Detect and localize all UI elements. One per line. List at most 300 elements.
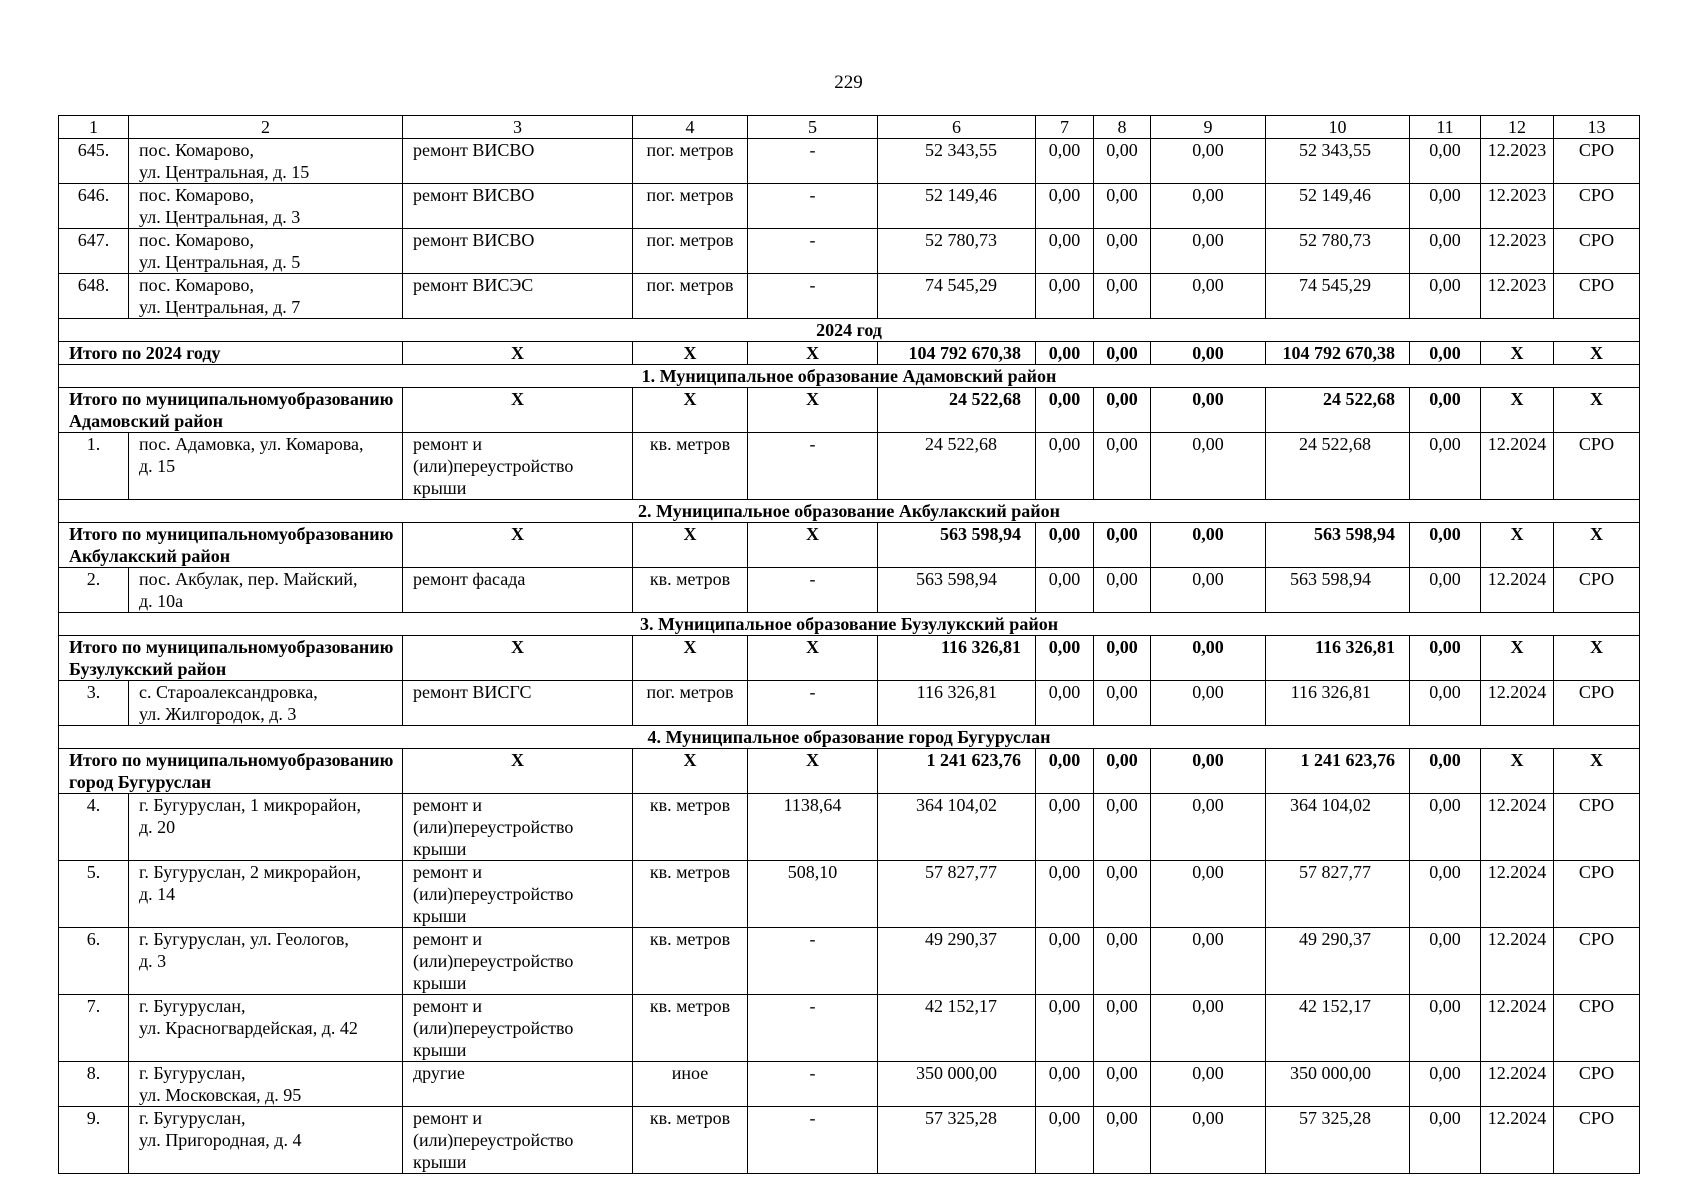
work-type-line-2: переустройство крыши xyxy=(413,1130,574,1172)
cell-row-number: 3. xyxy=(59,681,129,726)
cell-row-number: 1. xyxy=(59,433,129,500)
address-line-1: пос. Акбулак, пер. Майский, xyxy=(139,569,358,589)
cell-col-10: 1 241 623,76 xyxy=(1266,749,1410,794)
work-type-line-1: ремонт ВИСЭС xyxy=(413,275,534,295)
subtotal-label xyxy=(59,342,403,365)
cell-col-11: 0,00 xyxy=(1410,861,1481,928)
cell-work-type xyxy=(403,861,633,928)
cell-col-9: 0,00 xyxy=(1151,794,1266,861)
cell-row-number: 9. xyxy=(59,1107,129,1174)
cell-col-7: 0,00 xyxy=(1036,523,1094,568)
cell-col-7: 0,00 xyxy=(1036,681,1094,726)
cell-col-12: 12.2024 xyxy=(1481,433,1554,500)
table-row xyxy=(59,794,1640,861)
work-type-line-1: ремонт ВИСВО xyxy=(413,230,535,250)
cell-work-type xyxy=(403,681,633,726)
cell-quantity: - xyxy=(748,433,878,500)
cell-col-8: 0,00 xyxy=(1094,995,1151,1062)
cell-col-9: 0,00 xyxy=(1151,388,1266,433)
cell-quantity: 1138,64 xyxy=(748,794,878,861)
cell-total-cost: 24 522,68 xyxy=(878,433,1036,500)
subtotal-label-line-1: Итого по муниципальному xyxy=(69,750,288,770)
cell-col-9: 0,00 xyxy=(1151,523,1266,568)
address-line-2: д. 14 xyxy=(139,884,176,904)
cell-col-7: 0,00 xyxy=(1036,928,1094,995)
cell-col-8: 0,00 xyxy=(1094,184,1151,229)
table-row xyxy=(59,681,1640,726)
subtotal-label xyxy=(59,523,403,568)
subtotal-row xyxy=(59,342,1640,365)
column-header-13: 13 xyxy=(1554,116,1640,139)
cell-quantity: - xyxy=(748,184,878,229)
cell-col-10: 52 780,73 xyxy=(1266,229,1410,274)
cell-col-13: СРО xyxy=(1554,274,1640,319)
cell-col-13: X xyxy=(1554,388,1640,433)
cell-row-number: 7. xyxy=(59,995,129,1062)
cell-col-11: 0,00 xyxy=(1410,794,1481,861)
cell-unit: пог. метров xyxy=(633,139,748,184)
column-header-5: 5 xyxy=(748,116,878,139)
cell-work-type xyxy=(403,568,633,613)
cell-col-11: 0,00 xyxy=(1410,523,1481,568)
cell-address xyxy=(129,433,403,500)
cell-col-8: 0,00 xyxy=(1094,342,1151,365)
cell-total-cost: 24 522,68 xyxy=(878,388,1036,433)
cell-col-7: 0,00 xyxy=(1036,139,1094,184)
cell-quantity: - xyxy=(748,139,878,184)
cell-col-12: 12.2024 xyxy=(1481,794,1554,861)
cell-col-8: 0,00 xyxy=(1094,749,1151,794)
subtotal-label xyxy=(59,636,403,681)
cell-unit: кв. метров xyxy=(633,861,748,928)
column-header-3: 3 xyxy=(403,116,633,139)
cell-row-number: 2. xyxy=(59,568,129,613)
section-title: 3. Муниципальное образование Бузулукский район xyxy=(59,613,1640,636)
cell-col-10: 563 598,94 xyxy=(1266,568,1410,613)
cell-quantity: 508,10 xyxy=(748,861,878,928)
section-heading-row xyxy=(59,319,1640,342)
column-header-10: 10 xyxy=(1266,116,1410,139)
address-line-1: пос. Комарово, xyxy=(139,140,254,160)
work-type-line-2: переустройство крыши xyxy=(413,456,574,498)
cell-col-11: 0,00 xyxy=(1410,229,1481,274)
cell-col-9: 0,00 xyxy=(1151,636,1266,681)
cell-quantity: - xyxy=(748,229,878,274)
address-line-2: д. 3 xyxy=(139,951,167,971)
cell-col-11: 0,00 xyxy=(1410,342,1481,365)
cell-col-11: 0,00 xyxy=(1410,749,1481,794)
cell-col-11: 0,00 xyxy=(1410,1062,1481,1107)
cell-col-5: X xyxy=(748,388,878,433)
cell-col-7: 0,00 xyxy=(1036,388,1094,433)
section-heading-row xyxy=(59,613,1640,636)
work-type-line-1: ремонт и (или) xyxy=(413,1108,483,1150)
cell-col-8: 0,00 xyxy=(1094,139,1151,184)
subtotal-row xyxy=(59,523,1640,568)
cell-col-10: 116 326,81 xyxy=(1266,636,1410,681)
cell-col-12: X xyxy=(1481,636,1554,681)
cell-quantity: - xyxy=(748,681,878,726)
cell-col-11: 0,00 xyxy=(1410,184,1481,229)
cell-col-7: 0,00 xyxy=(1036,749,1094,794)
cell-total-cost: 104 792 670,38 xyxy=(878,342,1036,365)
cell-col-8: 0,00 xyxy=(1094,274,1151,319)
cell-col-7: 0,00 xyxy=(1036,1107,1094,1174)
address-line-1: пос. Адамовка, ул. Комарова, xyxy=(139,434,364,454)
address-line-2: ул. Центральная, д. 15 xyxy=(139,162,310,182)
work-type-line-2: переустройство крыши xyxy=(413,817,574,859)
cell-col-3: X xyxy=(403,388,633,433)
cell-col-9: 0,00 xyxy=(1151,139,1266,184)
address-line-1: пос. Комарово, xyxy=(139,230,254,250)
cell-col-5: X xyxy=(748,523,878,568)
cell-total-cost: 57 827,77 xyxy=(878,861,1036,928)
table-row xyxy=(59,229,1640,274)
cell-col-11: 0,00 xyxy=(1410,928,1481,995)
cell-address xyxy=(129,861,403,928)
cell-work-type xyxy=(403,794,633,861)
subtotal-label-line-1: Итого по муниципальному xyxy=(69,524,288,544)
column-header-6: 6 xyxy=(878,116,1036,139)
section-heading-row xyxy=(59,365,1640,388)
section-heading-row xyxy=(59,500,1640,523)
cell-col-13: СРО xyxy=(1554,1107,1640,1174)
cell-unit: кв. метров xyxy=(633,1107,748,1174)
work-type-line-1: ремонт и (или) xyxy=(413,862,483,904)
cell-col-11: 0,00 xyxy=(1410,433,1481,500)
column-header-7: 7 xyxy=(1036,116,1094,139)
cell-address xyxy=(129,184,403,229)
cell-col-7: 0,00 xyxy=(1036,229,1094,274)
cell-col-5: X xyxy=(748,749,878,794)
cell-address xyxy=(129,568,403,613)
cell-col-9: 0,00 xyxy=(1151,568,1266,613)
cell-col-11: 0,00 xyxy=(1410,636,1481,681)
cell-col-13: X xyxy=(1554,636,1640,681)
section-title: 2024 год xyxy=(59,319,1640,342)
cell-col-7: 0,00 xyxy=(1036,995,1094,1062)
address-line-2: ул. Центральная, д. 7 xyxy=(139,297,301,317)
subtotal-row xyxy=(59,388,1640,433)
cell-row-number: 8. xyxy=(59,1062,129,1107)
cell-col-12: 12.2024 xyxy=(1481,861,1554,928)
table-row xyxy=(59,928,1640,995)
cell-col-10: 57 325,28 xyxy=(1266,1107,1410,1174)
cell-total-cost: 116 326,81 xyxy=(878,636,1036,681)
cell-col-10: 74 545,29 xyxy=(1266,274,1410,319)
address-line-1: пос. Комарово, xyxy=(139,275,254,295)
cell-quantity: - xyxy=(748,568,878,613)
cell-col-10: 24 522,68 xyxy=(1266,388,1410,433)
cell-total-cost: 49 290,37 xyxy=(878,928,1036,995)
address-line-2: ул. Московская, д. 95 xyxy=(139,1085,302,1105)
cell-row-number: 4. xyxy=(59,794,129,861)
capital-repair-table xyxy=(58,115,1640,1174)
address-line-1: г. Бугуруслан, xyxy=(139,1063,246,1083)
cell-unit: кв. метров xyxy=(633,995,748,1062)
cell-col-13: X xyxy=(1554,523,1640,568)
cell-total-cost: 52 343,55 xyxy=(878,139,1036,184)
column-header-12: 12 xyxy=(1481,116,1554,139)
column-header-4: 4 xyxy=(633,116,748,139)
cell-col-7: 0,00 xyxy=(1036,861,1094,928)
cell-col-9: 0,00 xyxy=(1151,184,1266,229)
address-line-2: д. 20 xyxy=(139,817,176,837)
cell-unit: иное xyxy=(633,1062,748,1107)
section-heading-row xyxy=(59,726,1640,749)
work-type-line-1: ремонт и (или) xyxy=(413,996,483,1038)
address-line-1: г. Бугуруслан, 1 микрорайон, xyxy=(139,795,362,815)
cell-col-9: 0,00 xyxy=(1151,1107,1266,1174)
cell-col-8: 0,00 xyxy=(1094,433,1151,500)
cell-col-4: X xyxy=(633,523,748,568)
cell-col-7: 0,00 xyxy=(1036,794,1094,861)
cell-total-cost: 364 104,02 xyxy=(878,794,1036,861)
cell-address xyxy=(129,229,403,274)
cell-row-number: 6. xyxy=(59,928,129,995)
cell-col-7: 0,00 xyxy=(1036,342,1094,365)
cell-col-13: X xyxy=(1554,342,1640,365)
cell-col-12: 12.2024 xyxy=(1481,928,1554,995)
cell-col-13: СРО xyxy=(1554,229,1640,274)
cell-col-11: 0,00 xyxy=(1410,388,1481,433)
cell-col-10: 52 343,55 xyxy=(1266,139,1410,184)
section-title: 4. Муниципальное образование город Бугуруслан xyxy=(59,726,1640,749)
cell-col-11: 0,00 xyxy=(1410,681,1481,726)
cell-unit: пог. метров xyxy=(633,229,748,274)
work-type-line-1: ремонт и (или) xyxy=(413,795,483,837)
cell-col-13: СРО xyxy=(1554,928,1640,995)
address-line-1: пос. Комарово, xyxy=(139,185,254,205)
cell-col-9: 0,00 xyxy=(1151,342,1266,365)
cell-address xyxy=(129,139,403,184)
cell-col-3: X xyxy=(403,749,633,794)
subtotal-label-line-1: Итого по 2024 году xyxy=(69,343,221,363)
cell-unit: кв. метров xyxy=(633,433,748,500)
cell-work-type xyxy=(403,184,633,229)
cell-col-13: СРО xyxy=(1554,794,1640,861)
cell-work-type xyxy=(403,995,633,1062)
cell-row-number: 646. xyxy=(59,184,129,229)
cell-unit: кв. метров xyxy=(633,928,748,995)
column-header-1: 1 xyxy=(59,116,129,139)
cell-work-type xyxy=(403,433,633,500)
cell-col-8: 0,00 xyxy=(1094,229,1151,274)
cell-total-cost: 57 325,28 xyxy=(878,1107,1036,1174)
cell-col-12: 12.2024 xyxy=(1481,568,1554,613)
cell-col-9: 0,00 xyxy=(1151,433,1266,500)
column-header-2: 2 xyxy=(129,116,403,139)
address-line-1: г. Бугуруслан, xyxy=(139,1108,246,1128)
cell-total-cost: 116 326,81 xyxy=(878,681,1036,726)
work-type-line-1: ремонт ВИСВО xyxy=(413,185,535,205)
work-type-line-1: ремонт и (или) xyxy=(413,434,483,476)
cell-col-12: 12.2023 xyxy=(1481,139,1554,184)
cell-col-3: X xyxy=(403,636,633,681)
cell-col-12: 12.2023 xyxy=(1481,229,1554,274)
cell-total-cost: 52 149,46 xyxy=(878,184,1036,229)
cell-col-12: 12.2023 xyxy=(1481,184,1554,229)
cell-quantity: - xyxy=(748,995,878,1062)
cell-work-type xyxy=(403,139,633,184)
work-type-line-2: переустройство крыши xyxy=(413,951,574,993)
cell-work-type xyxy=(403,229,633,274)
address-line-1: г. Бугуруслан, xyxy=(139,996,246,1016)
cell-col-13: СРО xyxy=(1554,1062,1640,1107)
subtotal-label-line-2: образованию город Бугуруслан xyxy=(69,750,394,792)
cell-col-4: X xyxy=(633,342,748,365)
cell-total-cost: 74 545,29 xyxy=(878,274,1036,319)
cell-quantity: - xyxy=(748,1107,878,1174)
address-line-1: с. Староалександровка, xyxy=(139,682,318,702)
cell-col-8: 0,00 xyxy=(1094,861,1151,928)
work-type-line-1: другие xyxy=(413,1063,465,1083)
cell-col-7: 0,00 xyxy=(1036,636,1094,681)
cell-col-13: СРО xyxy=(1554,681,1640,726)
cell-col-11: 0,00 xyxy=(1410,995,1481,1062)
work-type-line-1: ремонт и (или) xyxy=(413,929,483,971)
work-type-line-1: ремонт ВИСВО xyxy=(413,140,535,160)
subtotal-label-line-2: образованию Бузулукский район xyxy=(69,637,394,679)
table-row xyxy=(59,1107,1640,1174)
cell-col-13: СРО xyxy=(1554,568,1640,613)
table-row xyxy=(59,433,1640,500)
cell-work-type xyxy=(403,1062,633,1107)
cell-total-cost: 350 000,00 xyxy=(878,1062,1036,1107)
cell-row-number: 647. xyxy=(59,229,129,274)
cell-quantity: - xyxy=(748,928,878,995)
cell-col-9: 0,00 xyxy=(1151,681,1266,726)
cell-unit: кв. метров xyxy=(633,794,748,861)
cell-col-8: 0,00 xyxy=(1094,523,1151,568)
subtotal-label-line-1: Итого по муниципальному xyxy=(69,389,288,409)
cell-col-7: 0,00 xyxy=(1036,568,1094,613)
cell-col-11: 0,00 xyxy=(1410,139,1481,184)
cell-col-10: 364 104,02 xyxy=(1266,794,1410,861)
cell-col-12: X xyxy=(1481,523,1554,568)
cell-col-12: 12.2024 xyxy=(1481,1107,1554,1174)
cell-col-8: 0,00 xyxy=(1094,1062,1151,1107)
table-row xyxy=(59,861,1640,928)
cell-col-12: 12.2024 xyxy=(1481,1062,1554,1107)
cell-col-10: 116 326,81 xyxy=(1266,681,1410,726)
cell-col-9: 0,00 xyxy=(1151,928,1266,995)
cell-col-13: X xyxy=(1554,749,1640,794)
cell-col-10: 24 522,68 xyxy=(1266,433,1410,500)
table-row xyxy=(59,274,1640,319)
work-type-line-2: переустройство крыши xyxy=(413,884,574,926)
cell-col-8: 0,00 xyxy=(1094,636,1151,681)
cell-col-13: СРО xyxy=(1554,433,1640,500)
subtotal-row xyxy=(59,636,1640,681)
cell-col-8: 0,00 xyxy=(1094,681,1151,726)
address-line-2: ул. Красногвардейская, д. 42 xyxy=(139,1018,358,1038)
cell-col-5: X xyxy=(748,342,878,365)
cell-unit: кв. метров xyxy=(633,568,748,613)
table-row xyxy=(59,184,1640,229)
cell-row-number: 645. xyxy=(59,139,129,184)
cell-col-7: 0,00 xyxy=(1036,184,1094,229)
subtotal-label-line-2: образованию Акбулакский район xyxy=(69,524,394,566)
work-type-line-1: ремонт фасада xyxy=(413,569,526,589)
cell-col-4: X xyxy=(633,388,748,433)
address-line-2: ул. Центральная, д. 3 xyxy=(139,207,301,227)
cell-col-10: 49 290,37 xyxy=(1266,928,1410,995)
address-line-2: д. 15 xyxy=(139,456,176,476)
subtotal-label xyxy=(59,388,403,433)
cell-address xyxy=(129,681,403,726)
table-row xyxy=(59,1062,1640,1107)
page-number: 229 xyxy=(834,72,863,93)
section-title: 1. Муниципальное образование Адамовский район xyxy=(59,365,1640,388)
subtotal-label xyxy=(59,749,403,794)
cell-address xyxy=(129,995,403,1062)
column-header-9: 9 xyxy=(1151,116,1266,139)
cell-quantity: - xyxy=(748,1062,878,1107)
cell-col-10: 350 000,00 xyxy=(1266,1062,1410,1107)
column-header-11: 11 xyxy=(1410,116,1481,139)
cell-col-5: X xyxy=(748,636,878,681)
address-line-1: г. Бугуруслан, 2 микрорайон, xyxy=(139,862,362,882)
cell-col-7: 0,00 xyxy=(1036,433,1094,500)
address-line-2: д. 10а xyxy=(139,591,184,611)
cell-col-10: 563 598,94 xyxy=(1266,523,1410,568)
cell-col-7: 0,00 xyxy=(1036,274,1094,319)
cell-col-4: X xyxy=(633,636,748,681)
subtotal-label-line-2: образованию Адамовский район xyxy=(69,389,394,431)
cell-col-12: 12.2024 xyxy=(1481,995,1554,1062)
cell-col-9: 0,00 xyxy=(1151,274,1266,319)
cell-total-cost: 563 598,94 xyxy=(878,523,1036,568)
cell-address xyxy=(129,794,403,861)
cell-col-9: 0,00 xyxy=(1151,995,1266,1062)
cell-col-9: 0,00 xyxy=(1151,229,1266,274)
cell-col-13: СРО xyxy=(1554,995,1640,1062)
cell-col-3: X xyxy=(403,342,633,365)
cell-col-12: X xyxy=(1481,388,1554,433)
cell-col-10: 52 149,46 xyxy=(1266,184,1410,229)
cell-unit: пог. метров xyxy=(633,274,748,319)
section-title: 2. Муниципальное образование Акбулакский район xyxy=(59,500,1640,523)
cell-col-12: 12.2023 xyxy=(1481,274,1554,319)
cell-row-number: 5. xyxy=(59,861,129,928)
table-body xyxy=(59,116,1640,1174)
cell-col-13: СРО xyxy=(1554,861,1640,928)
address-line-1: г. Бугуруслан, ул. Геологов, xyxy=(139,929,349,949)
cell-col-8: 0,00 xyxy=(1094,928,1151,995)
table-row xyxy=(59,139,1640,184)
cell-work-type xyxy=(403,274,633,319)
subtotal-label-line-1: Итого по муниципальному xyxy=(69,637,288,657)
work-type-line-1: ремонт ВИСГС xyxy=(413,682,532,702)
cell-address xyxy=(129,274,403,319)
cell-col-11: 0,00 xyxy=(1410,274,1481,319)
cell-total-cost: 52 780,73 xyxy=(878,229,1036,274)
cell-col-11: 0,00 xyxy=(1410,1107,1481,1174)
work-type-line-2: переустройство крыши xyxy=(413,1018,574,1060)
cell-total-cost: 563 598,94 xyxy=(878,568,1036,613)
cell-quantity: - xyxy=(748,274,878,319)
table-row xyxy=(59,568,1640,613)
cell-unit: пог. метров xyxy=(633,184,748,229)
address-line-2: ул. Пригородная, д. 4 xyxy=(139,1130,302,1150)
cell-total-cost: 42 152,17 xyxy=(878,995,1036,1062)
cell-col-12: 12.2024 xyxy=(1481,681,1554,726)
cell-work-type xyxy=(403,1107,633,1174)
cell-col-8: 0,00 xyxy=(1094,568,1151,613)
cell-col-10: 57 827,77 xyxy=(1266,861,1410,928)
cell-col-8: 0,00 xyxy=(1094,794,1151,861)
